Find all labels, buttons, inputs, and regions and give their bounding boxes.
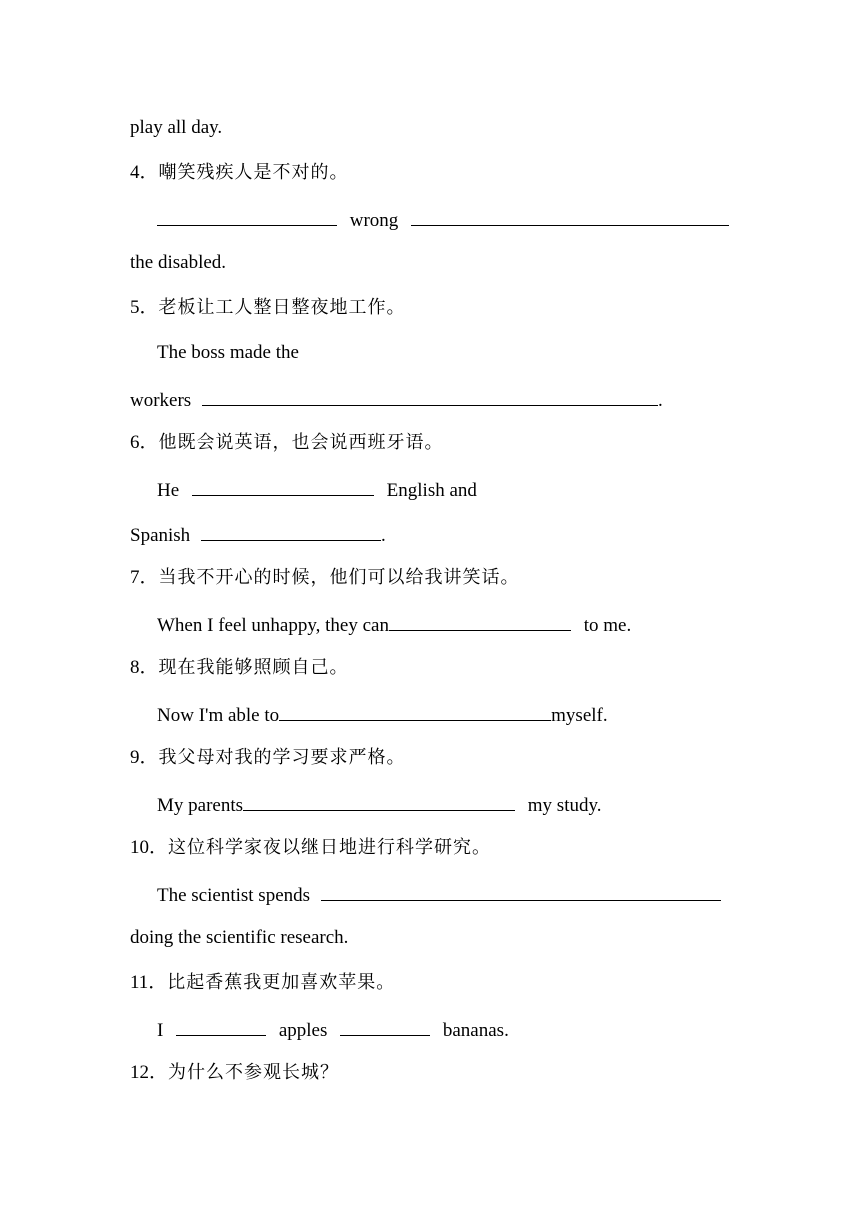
answer-blank[interactable] (411, 206, 729, 226)
answer-blank[interactable] (321, 881, 721, 901)
answer-blank[interactable] (340, 1016, 430, 1036)
question-number: 8． (130, 657, 159, 678)
answer-blank[interactable] (192, 476, 374, 496)
chinese-sentence: 现在我能够照顾自己。 (158, 657, 349, 678)
exercise-11-prompt (130, 971, 395, 995)
text: myself. (551, 705, 608, 726)
question-number: 11． (130, 972, 168, 993)
chinese-sentence: 嘲笑残疾人是不对的。 (158, 162, 349, 183)
exercise-10-answer-tail (130, 926, 348, 950)
answer-blank[interactable] (243, 791, 515, 811)
exercise-5-answer-line-2 (130, 386, 663, 410)
answer-blank[interactable] (389, 611, 571, 631)
chinese-sentence: 我父母对我的学习要求严格。 (158, 747, 406, 768)
text: Now I'm able to (157, 705, 280, 726)
text: He (157, 480, 180, 501)
exercise-7-answer-line (157, 611, 631, 635)
text: workers (130, 390, 192, 411)
exercise-5-prompt (130, 296, 406, 320)
exercise-6-answer-line-2 (130, 521, 386, 545)
exercise-4-answer-tail (130, 251, 226, 275)
question-number: 6． (130, 432, 159, 453)
exercise-9-prompt (130, 746, 406, 770)
text: the disabled. (130, 252, 227, 273)
exercise-10-prompt (130, 836, 491, 860)
chinese-sentence: 老板让工人整日整夜地工作。 (158, 297, 406, 318)
exercise-4-prompt (130, 161, 349, 185)
text: When I feel unhappy, they can (157, 615, 389, 636)
text: to me. (583, 615, 632, 636)
text: bananas. (442, 1020, 509, 1041)
exercise-9-answer-line (157, 791, 601, 815)
text: My parents (157, 795, 244, 816)
question-number: 10． (130, 837, 169, 858)
text: . (657, 390, 663, 411)
exercise-3-continuation (130, 116, 222, 140)
chinese-sentence: 为什么不参观长城？ (168, 1062, 340, 1083)
text: . (380, 525, 386, 546)
exercise-8-answer-line (157, 701, 608, 725)
chinese-sentence: 比起香蕉我更加喜欢苹果。 (167, 972, 396, 993)
question-number: 4． (130, 162, 159, 183)
exercise-8-prompt (130, 656, 349, 680)
exercise-10-answer-line (157, 881, 721, 905)
answer-blank[interactable] (176, 1016, 266, 1036)
text: The scientist spends (157, 885, 311, 906)
question-number: 12． (130, 1062, 169, 1083)
text: wrong (349, 210, 399, 231)
exercise-7-prompt (130, 566, 520, 590)
exercise-5-answer-line (157, 341, 299, 365)
exercise-6-answer-line (157, 476, 477, 500)
exercise-12-prompt (130, 1061, 339, 1085)
chinese-sentence: 当我不开心的时候，他们可以给我讲笑话。 (158, 567, 520, 588)
text: Spanish (130, 525, 191, 546)
text: apples (278, 1020, 328, 1041)
answer-blank[interactable] (201, 521, 381, 541)
text: doing the scientific research. (130, 927, 349, 948)
chinese-sentence: 他既会说英语，也会说西班牙语。 (158, 432, 444, 453)
exercise-6-prompt (130, 431, 444, 455)
exercise-4-answer-line (157, 206, 729, 230)
exercise-11-answer-line (157, 1016, 509, 1040)
text: The boss made the (157, 342, 299, 363)
chinese-sentence: 这位科学家夜以继日地进行科学研究。 (168, 837, 492, 858)
answer-blank[interactable] (279, 701, 551, 721)
answer-blank[interactable] (157, 206, 337, 226)
text: my study. (527, 795, 602, 816)
text: play all day. (130, 117, 223, 138)
text: English and (386, 480, 477, 501)
question-number: 7． (130, 567, 159, 588)
question-number: 9． (130, 747, 159, 768)
answer-blank[interactable] (202, 386, 658, 406)
question-number: 5． (130, 297, 159, 318)
text: I (157, 1020, 164, 1041)
